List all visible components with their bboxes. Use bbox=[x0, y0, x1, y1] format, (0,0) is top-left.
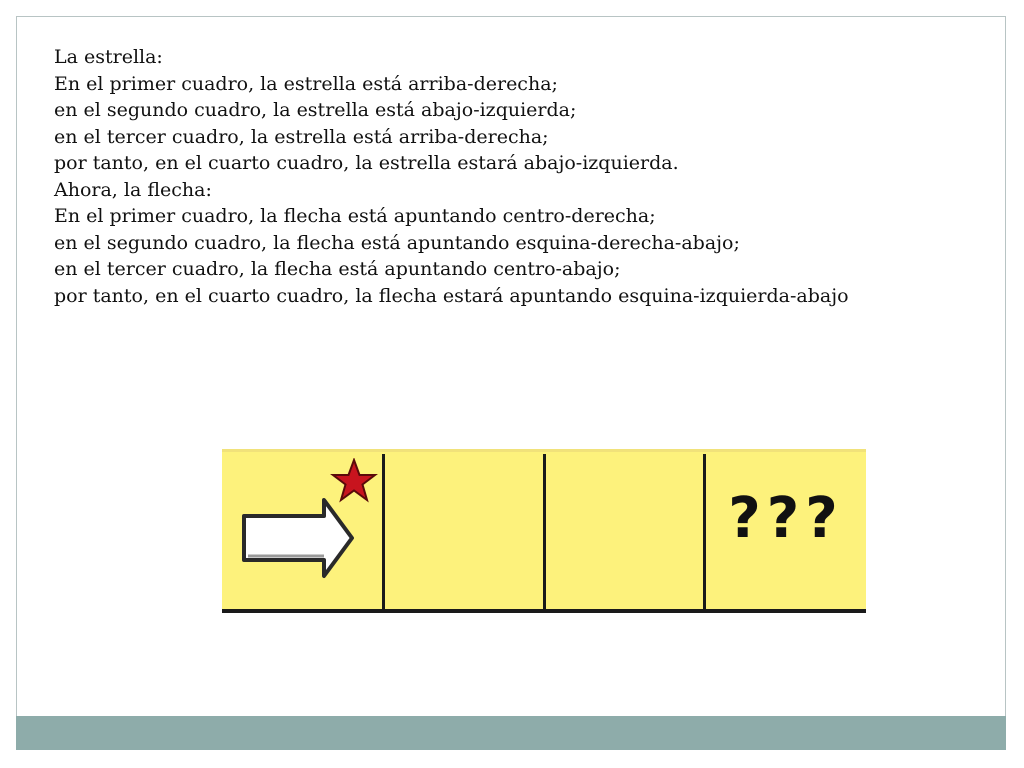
star-icon bbox=[330, 458, 378, 504]
text-line-3: en el segundo cuadro, la estrella está abajo-izquierda; bbox=[54, 99, 577, 121]
sequence-puzzle bbox=[222, 449, 866, 613]
text-line-7: En el primer cuadro, la flecha está apuntando centro-derecha; bbox=[54, 205, 656, 227]
text-line-1: La estrella: bbox=[54, 46, 163, 68]
unknown-marks: ??? bbox=[728, 486, 844, 551]
puzzle-bottom-edge bbox=[222, 609, 866, 613]
arrow-icon-shape bbox=[244, 500, 352, 576]
text-line-5: por tanto, en el cuarto cuadro, la estrella estará abajo-izquierda. bbox=[54, 152, 679, 174]
puzzle-cell-2 bbox=[385, 452, 543, 613]
arrow-icon bbox=[240, 496, 356, 580]
text-line-10: por tanto, en el cuarto cuadro, la flecha estará apuntando esquina-izquierda-abajo bbox=[54, 284, 849, 307]
puzzle-cell-4 bbox=[706, 452, 866, 613]
text-line-9: en el tercer cuadro, la flecha está apuntando centro-abajo; bbox=[54, 258, 621, 280]
star-icon-shape bbox=[333, 460, 375, 500]
explanation-text bbox=[54, 44, 1004, 309]
text-line-8: en el segundo cuadro, la flecha está apuntando esquina-derecha-abajo; bbox=[54, 231, 740, 254]
puzzle-cell-1 bbox=[222, 452, 382, 613]
text-line-2: En el primer cuadro, la estrella está arriba-derecha; bbox=[54, 72, 558, 95]
text-line-6: Ahora, la flecha: bbox=[54, 178, 212, 201]
footer-bar bbox=[16, 716, 1006, 750]
text-line-4: en el tercer cuadro, la estrella está arriba-derecha; bbox=[54, 125, 549, 148]
puzzle-cell-3 bbox=[546, 452, 703, 613]
